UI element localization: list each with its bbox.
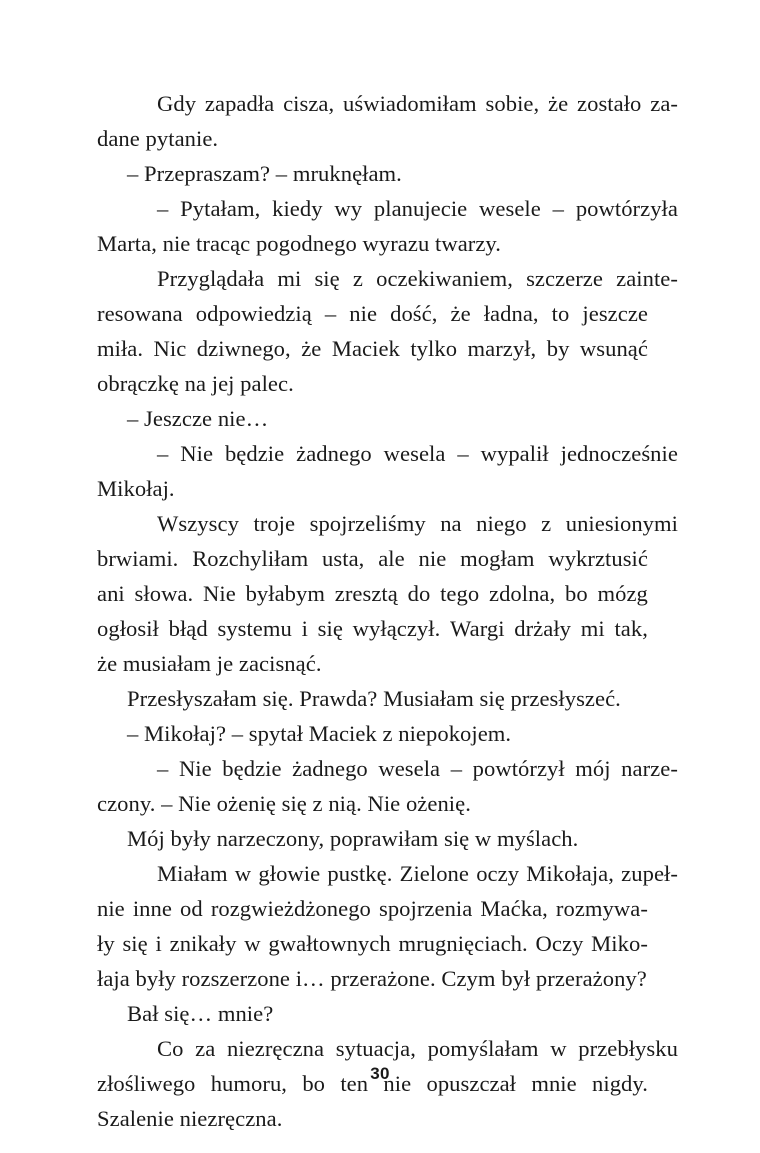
word: mózg [597,581,648,606]
word: Oczy [535,931,584,956]
text-line: – Przepraszam? – mruknęłam. [127,161,402,186]
word: i [155,931,162,956]
word: wesela [383,441,446,466]
text-line [127,261,678,296]
word: wesela [378,756,441,781]
word: ani [97,581,125,606]
word: zdolna, [488,581,556,606]
word: – [157,441,169,466]
word: zresztą [334,581,398,606]
word: sobie, [485,91,540,116]
word: mi [580,616,605,641]
word: marzył, [467,336,537,361]
word: wy [334,196,363,221]
word: systemu [217,616,292,641]
text-line [127,506,678,541]
word: jednocześnie [560,441,678,466]
paragraph [97,856,678,996]
word: z [352,266,363,291]
word: Wszyscy [157,511,239,536]
text-line [97,926,648,961]
word: że [301,336,322,361]
word: znikały [169,931,237,956]
word: Mikołaja, [526,861,614,886]
word: Nie [178,756,212,781]
word: oczekiwaniem, [376,266,513,291]
paragraph [97,86,678,156]
word: planujecie [373,196,468,221]
word: Gdy [157,91,197,116]
word: Co [157,1036,184,1061]
word: w [234,861,252,886]
word: – [324,301,337,326]
word: ale [378,546,405,571]
word: z [541,511,552,536]
word: cisza, [283,91,335,116]
paragraph [97,821,648,856]
word: głowie [258,861,321,886]
text-line: Mój były narzeczony, poprawiłam się w myślach. [127,826,579,851]
word: mój [575,756,611,781]
text-line: łaja były rozszerzone i… przerażone. Czym był przerażony? [97,966,647,991]
word: inne [132,896,172,921]
word: Miko- [591,931,648,956]
word: – [450,756,463,781]
paragraph [97,436,678,506]
word: oczy [476,861,520,886]
paragraph [97,681,648,716]
text-line [97,296,648,331]
word: spojrzenia [378,896,473,921]
word: wesele [479,196,541,221]
text-line [127,1031,678,1066]
text-line: – Mikołaj? – spytał Maciek z niepokojem. [127,721,512,746]
word: bo [302,1071,326,1096]
word: sytuacja, [335,1036,416,1061]
word: brwiami. [97,546,179,571]
paragraph [97,156,648,191]
word: od [180,896,203,921]
word: słowa. [134,581,194,606]
word: wsunąć [579,336,648,361]
word: mrugnięciach. [398,931,528,956]
text-line: Szalenie niezręczna. [97,1106,283,1131]
word: odpowiedzią [195,301,312,326]
text-line: że musiałam je zacisnąć. [97,651,322,676]
word: zapadła [204,91,275,116]
word: się [317,616,343,641]
word: zostało [577,91,642,116]
text-line: czony. – Nie ożenię się z nią. Nie ożenię. [97,791,471,816]
word: bo [565,581,588,606]
word: że [450,301,471,326]
word: rozmywa- [555,896,648,921]
word: w [244,931,261,956]
text-line [127,856,678,891]
text-line [127,751,678,786]
text-line: Mikołaj. [97,476,175,501]
text-line: Przesłyszałam się. Prawda? Musiałam się przesłyszeć. [127,686,621,711]
word: gwałtownych [268,931,391,956]
word: mnie [531,1071,577,1096]
text-line: dane pytanie. [97,126,219,151]
word: wykrztusić [548,546,648,571]
word: się [122,931,148,956]
word: uświadomiłam [343,91,477,116]
word: będzie [222,756,282,781]
word: szczerze [526,266,603,291]
word: wyłączył. [352,616,441,641]
paragraph [97,191,678,261]
page-number: 30 [370,1064,390,1083]
word: tego [440,581,480,606]
text-line [97,576,648,611]
paragraph [97,996,648,1031]
paragraph [97,401,648,436]
word: nie [383,1071,412,1096]
word: złośliwego [97,1071,196,1096]
word: powtórzyła [575,196,678,221]
word: tak, [614,616,648,641]
paragraph [97,751,678,821]
word: miła. [97,336,144,361]
word: wypalił [480,441,549,466]
word: na [440,511,462,536]
word: nie [418,546,447,571]
word: nie [349,301,378,326]
word: kiedy [272,196,323,221]
word: do [407,581,431,606]
word: rozgwieżdżonego [210,896,371,921]
word: że [548,91,569,116]
word: mi [277,266,302,291]
word: za- [650,91,678,116]
text-line [127,191,678,226]
word: resowana [97,301,183,326]
word: Wargi [450,616,505,641]
word: żadnego [292,756,368,781]
word: opuszczał [426,1071,517,1096]
word: – [157,756,169,781]
word: mogłam [460,546,535,571]
word: i [301,616,308,641]
word: dość, [390,301,438,326]
word: się [314,266,340,291]
text-line: – Jeszcze nie… [127,406,269,431]
word: Rozchyliłam [192,546,309,571]
word: ładna, [483,301,539,326]
word: niezręczna [227,1036,325,1061]
word: powtórzył [472,756,565,781]
paragraph [97,506,678,681]
word: Maćka, [480,896,548,921]
word: spojrzeliśmy [309,511,426,536]
text-line [127,86,678,121]
word: troje [253,511,296,536]
word: drżały [514,616,572,641]
text-line [97,611,648,646]
word: jeszcze [582,301,648,326]
word: narze- [621,756,678,781]
word: usta, [322,546,365,571]
word: będzie [224,441,285,466]
word: pustkę. [327,861,393,886]
word: ten [340,1071,369,1096]
word: ły [97,931,115,956]
word: Nic [153,336,187,361]
word: za [195,1036,216,1061]
word: Pytałam, [180,196,261,221]
paragraph [97,261,678,401]
word: Miałam [157,861,228,886]
text-line [97,541,648,576]
word: by [546,336,570,361]
word: żadnego [296,441,372,466]
word: Nie [180,441,214,466]
word: w [550,1036,567,1061]
text-line: Bał się… mnie? [127,1001,274,1026]
word: błąd [168,616,208,641]
word: – [457,441,469,466]
word: przebłysku [578,1036,678,1061]
word: tylko [410,336,458,361]
word: nie [97,896,125,921]
text-line: obrączkę na jej palec. [97,371,294,396]
body-text [97,86,678,1136]
word: – [552,196,564,221]
word: zupeł- [621,861,678,886]
text-line [97,331,648,366]
word: Nie [203,581,236,606]
word: nigdy. [592,1071,648,1096]
word: to [551,301,570,326]
word: pomyślałam [427,1036,539,1061]
word: uniesionymi [565,511,678,536]
word: Przyglądała [157,266,265,291]
word: niego [476,511,527,536]
word: humoru, [210,1071,287,1096]
text-line: Marta, nie tracąc pogodnego wyrazu twarzy. [97,231,501,256]
word: Zielone [399,861,469,886]
word: Maciek [331,336,400,361]
word: ogłosił [97,616,159,641]
word: zainte- [616,266,678,291]
text-line [97,891,648,926]
word: byłabym [245,581,325,606]
paragraph [97,716,648,751]
word: – [157,196,169,221]
text-line [127,436,678,471]
word: dziwnego, [196,336,291,361]
